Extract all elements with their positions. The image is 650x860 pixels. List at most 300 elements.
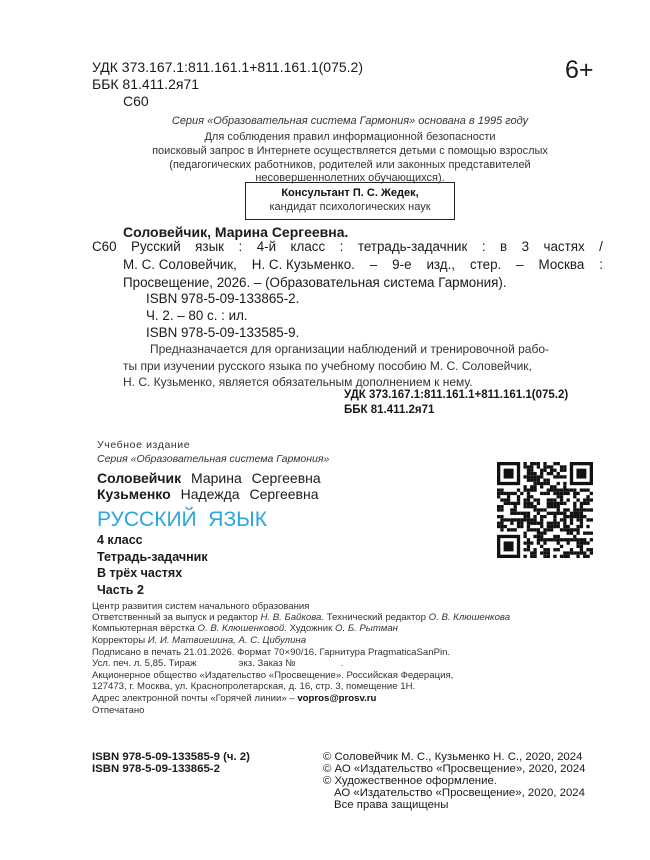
qr-module <box>583 508 586 511</box>
qr-module <box>563 525 566 528</box>
qr-module <box>530 505 533 508</box>
qr-module <box>590 508 593 511</box>
qr-module <box>543 541 546 544</box>
qr-module <box>510 492 513 495</box>
qr-module <box>586 541 589 544</box>
qr-module <box>540 518 543 521</box>
qr-module <box>586 495 589 498</box>
udk-code: УДК 373.167.1:811.161.1+811.161.1(075.2) <box>92 59 363 75</box>
qr-module <box>576 492 579 495</box>
qr-module <box>517 512 520 515</box>
qr-module <box>547 482 550 485</box>
qr-module <box>573 512 576 515</box>
bib-word: язык <box>195 239 225 254</box>
qr-module <box>530 551 533 554</box>
annotation-line: ты при изучении русского языка по учебному пособию М. С. Соловейчик, <box>123 359 532 373</box>
qr-module <box>527 472 530 475</box>
qr-module <box>570 528 573 531</box>
qr-module <box>563 522 566 525</box>
bib-title-line <box>92 240 603 253</box>
consultant-name: Консультант П. С. Жедек, <box>281 187 419 199</box>
qr-module <box>504 502 507 505</box>
qr-module <box>553 505 556 508</box>
qr-module <box>523 465 526 468</box>
qr-module <box>497 488 500 491</box>
qr-module <box>553 488 556 491</box>
bib-word: : <box>481 239 486 254</box>
qr-module <box>517 502 520 505</box>
qr-module <box>540 508 543 511</box>
qr-module <box>567 528 570 531</box>
qr-module <box>510 518 513 521</box>
qr-module <box>550 525 553 528</box>
qr-module <box>567 492 570 495</box>
qr-module <box>540 475 543 478</box>
bib-word: Н. С. Кузьменко. <box>251 257 355 272</box>
qr-module <box>576 508 579 511</box>
rights-reserved: Все права защищены <box>334 799 449 811</box>
parts-count: В трёх частях <box>97 566 183 580</box>
qr-module <box>563 512 566 515</box>
series-note: Серия «Образовательная система Гармония» основана в 1995 году <box>171 115 529 127</box>
name: И. И. Матвиешина, А. С. Цибулина <box>147 635 307 646</box>
qr-module <box>557 492 560 495</box>
qr-module <box>523 548 526 551</box>
qr-module <box>500 505 503 508</box>
hotline-email <box>92 694 376 704</box>
qr-module <box>540 545 543 548</box>
qr-module <box>557 535 560 538</box>
qr-module <box>586 548 589 551</box>
qr-module <box>563 469 566 472</box>
qr-module <box>553 469 556 472</box>
qr-module <box>550 505 553 508</box>
qr-module <box>543 482 546 485</box>
imprint-print-run <box>92 659 343 669</box>
qr-module <box>547 512 550 515</box>
qr-module <box>514 505 517 508</box>
qr-code <box>497 462 593 558</box>
qr-module <box>537 502 540 505</box>
qr-module <box>527 545 530 548</box>
qr-module <box>557 502 560 505</box>
qr-module <box>557 462 560 465</box>
qr-module <box>560 538 563 541</box>
qr-module <box>537 508 540 511</box>
qr-module <box>523 532 526 535</box>
qr-module <box>530 502 533 505</box>
qr-module <box>586 525 589 528</box>
name: О. Б. Рытман <box>335 623 398 634</box>
name: О. В. Клюшенкова <box>428 612 511 623</box>
qr-module <box>504 469 514 479</box>
qr-module <box>497 522 500 525</box>
qr-module <box>530 488 533 491</box>
qr-module <box>520 518 523 521</box>
qr-module <box>527 538 530 541</box>
qr-module <box>563 528 566 531</box>
qr-module <box>500 522 503 525</box>
bib-word: – <box>516 257 524 272</box>
qr-module <box>550 522 553 525</box>
qr-module <box>563 551 566 554</box>
qr-module <box>560 492 563 495</box>
safety-notice-line: поисковый запрос в Интернете осуществляется детьми с помощью взрослых <box>152 145 548 157</box>
qr-module <box>530 475 533 478</box>
qr-module <box>537 538 540 541</box>
qr-module <box>550 465 553 468</box>
qr-module <box>540 532 543 535</box>
qr-module <box>547 551 550 554</box>
qr-module <box>590 532 593 535</box>
qr-module <box>583 532 586 535</box>
qr-module <box>567 555 570 558</box>
qr-module <box>583 515 586 518</box>
qr-module <box>523 488 526 491</box>
qr-module <box>500 518 503 521</box>
qr-module <box>590 498 593 501</box>
qr-module <box>507 502 510 505</box>
qr-module <box>560 475 563 478</box>
qr-module <box>583 502 586 505</box>
qr-module <box>533 551 536 554</box>
qr-module <box>563 555 566 558</box>
qr-module <box>497 525 500 528</box>
qr-module <box>543 492 546 495</box>
qr-module <box>530 518 533 521</box>
qr-module <box>567 515 570 518</box>
qr-module <box>586 502 589 505</box>
bib-word: / <box>599 239 603 254</box>
qr-module <box>583 498 586 501</box>
qr-module <box>533 472 536 475</box>
qr-module <box>563 538 566 541</box>
qr-module <box>517 525 520 528</box>
qr-module <box>560 498 563 501</box>
qr-module <box>590 518 593 521</box>
label: . <box>340 658 344 669</box>
bib-responsibility-line <box>123 258 603 271</box>
qr-module <box>540 482 543 485</box>
qr-module <box>547 479 550 482</box>
qr-module <box>580 545 583 548</box>
bib-word: Москва <box>538 257 585 272</box>
qr-module <box>570 512 573 515</box>
qr-module <box>580 541 583 544</box>
qr-module <box>557 512 560 515</box>
qr-module <box>567 538 570 541</box>
qr-module <box>527 541 530 544</box>
qr-module <box>567 551 570 554</box>
author-surname: Кузьменко <box>97 486 171 502</box>
part-number: Часть 2 <box>97 583 144 597</box>
qr-module <box>590 538 593 541</box>
qr-module <box>533 479 536 482</box>
qr-module <box>533 515 536 518</box>
annotation-line: Н. С. Кузьменко, является обязательным дополнением к нему. <box>123 375 473 389</box>
qr-module <box>540 522 543 525</box>
bib-word: : <box>339 239 344 254</box>
author-name: Марина Сергеевна <box>191 470 321 486</box>
label: Художник <box>286 623 336 634</box>
qr-module <box>527 465 530 468</box>
qr-module <box>517 518 520 521</box>
qr-module <box>576 541 579 544</box>
qr-module <box>560 465 563 468</box>
qr-module <box>543 528 546 531</box>
qr-module <box>553 462 556 465</box>
isbn-set: ISBN 978-5-09-133865-2 <box>92 763 220 775</box>
qr-module <box>557 538 560 541</box>
qr-module <box>530 469 533 472</box>
qr-module <box>537 498 540 501</box>
qr-module <box>517 522 520 525</box>
qr-module <box>573 515 576 518</box>
name: О. В. Клюшенковой. <box>197 623 287 634</box>
qr-module <box>530 522 533 525</box>
qr-module <box>497 495 500 498</box>
qr-module <box>540 538 543 541</box>
qr-module <box>500 515 503 518</box>
qr-module <box>583 551 586 554</box>
qr-module <box>530 555 533 558</box>
qr-module <box>533 528 536 531</box>
qr-module <box>580 502 583 505</box>
qr-module <box>517 498 520 501</box>
qr-module <box>570 488 573 491</box>
qr-module <box>533 462 536 465</box>
qr-module <box>576 518 579 521</box>
qr-module <box>573 492 576 495</box>
qr-module <box>537 532 540 535</box>
qr-module <box>523 462 526 465</box>
qr-module <box>570 522 573 525</box>
qr-module <box>543 479 546 482</box>
qr-module <box>580 512 583 515</box>
qr-module <box>527 515 530 518</box>
qr-module <box>537 535 540 538</box>
qr-module <box>576 532 579 535</box>
qr-module <box>567 498 570 501</box>
author-surname: Соловейчик <box>97 470 182 486</box>
qr-module <box>576 515 579 518</box>
qr-module <box>563 518 566 521</box>
qr-module <box>540 492 543 495</box>
label: Адрес электронной почты «Горячей линии» – <box>92 693 298 704</box>
qr-module <box>520 525 523 528</box>
qr-module <box>510 528 513 531</box>
consultant-title: кандидат психологических наук <box>269 201 431 213</box>
qr-module <box>514 508 517 511</box>
qr-module <box>520 522 523 525</box>
qr-module <box>527 525 530 528</box>
qr-module <box>540 472 543 475</box>
qr-module <box>557 482 560 485</box>
bib-publisher-line: Просвещение, 2026. – (Образовательная система Гармония). <box>123 275 507 290</box>
qr-module <box>553 485 556 488</box>
qr-module <box>527 492 530 495</box>
qr-module <box>563 475 566 478</box>
qr-module <box>527 495 530 498</box>
copyright-line: © Художественное оформление. <box>323 775 497 787</box>
copyright-line: © АО «Издательство «Просвещение», 2020, 2024 <box>323 763 586 775</box>
qr-module <box>500 488 503 491</box>
bib-word: : <box>238 239 243 254</box>
qr-module <box>510 508 513 511</box>
author-mark: С60 <box>123 93 149 109</box>
qr-module <box>533 498 536 501</box>
qr-module <box>586 532 589 535</box>
qr-module <box>527 475 530 478</box>
qr-module <box>580 505 583 508</box>
qr-module <box>586 508 589 511</box>
label: Корректоры <box>92 635 148 646</box>
qr-module <box>560 528 563 531</box>
qr-module <box>580 525 583 528</box>
bib-word: 3 <box>521 239 530 254</box>
qr-module <box>553 502 556 505</box>
qr-module <box>540 469 543 472</box>
qr-module <box>573 551 576 554</box>
qr-module <box>514 502 517 505</box>
qr-module <box>537 528 540 531</box>
qr-module <box>504 498 507 501</box>
bib-word: М. С. Соловейчик, <box>123 257 237 272</box>
imprint-editors <box>92 613 510 623</box>
qr-module <box>523 555 526 558</box>
qr-module <box>557 475 560 478</box>
qr-module <box>523 498 526 501</box>
qr-module <box>537 482 540 485</box>
qr-module <box>573 488 576 491</box>
qr-module <box>560 518 563 521</box>
qr-module <box>523 515 526 518</box>
copyright-line: АО «Издательство «Просвещение», 2020, 2024 <box>334 787 585 799</box>
qr-module <box>533 535 536 538</box>
qr-module <box>514 492 517 495</box>
qr-module <box>543 538 546 541</box>
qr-module <box>537 522 540 525</box>
qr-module <box>550 488 553 491</box>
email-link[interactable]: vopros@prosv.ru <box>297 693 377 704</box>
qr-module <box>553 535 556 538</box>
qr-module <box>576 528 579 531</box>
qr-module <box>550 472 553 475</box>
qr-module <box>517 488 520 491</box>
qr-module <box>586 488 589 491</box>
qr-module <box>523 505 526 508</box>
qr-module <box>523 512 526 515</box>
qr-module <box>533 522 536 525</box>
qr-module <box>553 538 556 541</box>
qr-module <box>583 555 586 558</box>
qr-module <box>507 492 510 495</box>
bib-word: – <box>369 257 378 272</box>
qr-module <box>533 482 536 485</box>
qr-module <box>583 541 586 544</box>
qr-module <box>576 538 579 541</box>
qr-module <box>504 525 507 528</box>
qr-module <box>547 555 550 558</box>
qr-module <box>580 551 583 554</box>
qr-module <box>563 465 566 468</box>
bib-word: Русский <box>131 239 181 254</box>
qr-module <box>557 495 560 498</box>
qr-module <box>553 525 556 528</box>
qr-module <box>530 472 533 475</box>
qr-module <box>580 518 583 521</box>
qr-module <box>497 515 500 518</box>
label: экз. Заказ № <box>238 658 296 669</box>
qr-module <box>527 512 530 515</box>
qr-module <box>560 495 563 498</box>
qr-module <box>527 502 530 505</box>
qr-module <box>537 462 540 465</box>
qr-module <box>576 525 579 528</box>
qr-module <box>527 479 530 482</box>
qr-module <box>507 498 510 501</box>
bib-word: 9-е <box>392 257 412 272</box>
qr-module <box>510 522 513 525</box>
qr-module <box>560 545 563 548</box>
qr-module <box>537 479 540 482</box>
label: Усл. печ. л. 5,85. Тираж <box>92 658 197 669</box>
qr-module <box>576 555 579 558</box>
qr-module <box>557 525 560 528</box>
qr-module <box>550 502 553 505</box>
bbk-code: ББК 81.411.2я71 <box>92 76 200 92</box>
qr-module <box>510 512 513 515</box>
qr-module <box>590 548 593 551</box>
qr-module <box>557 548 560 551</box>
qr-module <box>514 528 517 531</box>
qr-module <box>557 541 560 544</box>
qr-module <box>547 525 550 528</box>
qr-module <box>497 508 500 511</box>
qr-module <box>547 528 550 531</box>
qr-module <box>504 518 507 521</box>
qr-module <box>560 488 563 491</box>
qr-module <box>530 541 533 544</box>
qr-module <box>533 548 536 551</box>
qr-module <box>523 535 526 538</box>
qr-module <box>550 538 553 541</box>
qr-module <box>523 502 526 505</box>
qr-module <box>523 475 526 478</box>
qr-module <box>533 505 536 508</box>
qr-module <box>500 528 503 531</box>
qr-module <box>567 541 570 544</box>
qr-module <box>560 469 563 472</box>
copyright-line: © Соловейчик М. С., Кузьменко Н. С., 2020, 2024 <box>323 751 583 763</box>
qr-module <box>573 495 576 498</box>
qr-module <box>567 532 570 535</box>
safety-notice-line: (педагогических работников, родителей или законных представителей <box>169 159 531 171</box>
publisher-address: 127473, г. Москва, ул. Краснопролетарская, д. 16, стр. 3, помещение 1Н. <box>92 681 416 692</box>
qr-module <box>580 538 583 541</box>
grade: 4 класс <box>97 533 143 547</box>
qr-module <box>563 502 566 505</box>
qr-module <box>563 485 566 488</box>
label: Ответственный за выпуск и редактор <box>92 612 261 623</box>
qr-module <box>570 515 573 518</box>
imprint-signed: Подписано в печать 21.01.2026. Формат 70×90/16. Гарнитура PragmaticaSanPin. <box>92 647 451 658</box>
qr-module <box>570 548 573 551</box>
qr-module <box>533 518 536 521</box>
qr-module <box>550 528 553 531</box>
author-2 <box>97 487 319 501</box>
bib-word: стер. <box>469 257 502 272</box>
